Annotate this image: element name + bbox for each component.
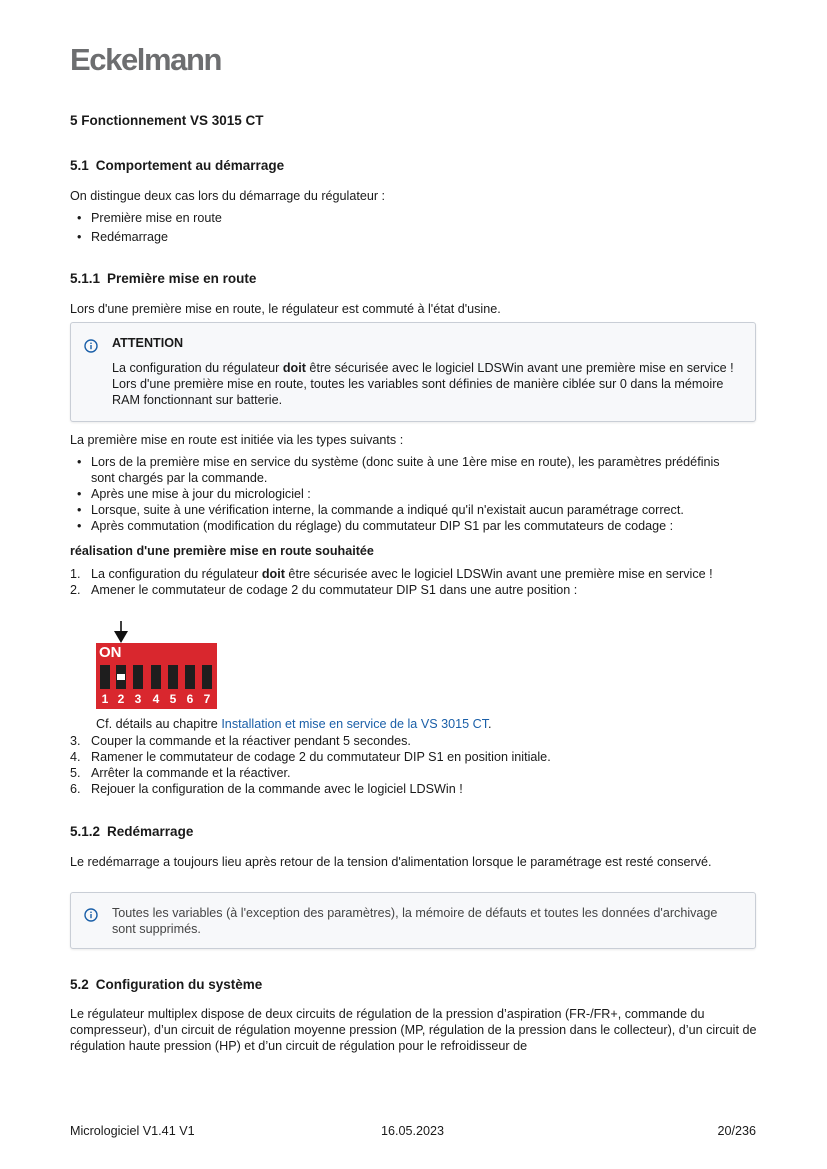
section-title: Configuration du système [95,977,263,992]
company-logo: Eckelmann [70,42,222,77]
dip-switch-diagram [96,643,217,709]
section-5-1-intro: On distingue deux cas lors du démarrage du régulateur : [70,189,386,203]
dip-label: 2 [117,692,125,706]
list-item: • Après commutation (modification du réglage) du commutateur DIP S1 par les commutateurs de codage : [70,518,770,534]
dip-switch-4 [151,665,161,689]
section-number: 5.1 [70,158,89,173]
info-icon [84,339,98,353]
dip-switch-knob [117,674,125,680]
chapter-title: 5 Fonctionnement VS 3015 CT [70,113,264,128]
dip-switch-5 [168,665,178,689]
info-box [70,892,756,949]
list-item: 6. Rejouer la configuration de la commande avec le logiciel LDSWin ! [70,782,463,796]
procedure-steps-continued [70,733,760,797]
section-5-1-1-intro: Lors d'une première mise en route, le régulateur est commuté à l'état d'usine. [70,302,501,316]
dip-switch-7 [202,665,212,689]
dip-label: 4 [152,692,160,706]
section-5-2-text: Le régulateur multiplex dispose de deux circuits de régulation de la pression d’aspiration (FR-/FR+, commande du compresseur), d’un circuit de régulation moyenne pression (MP, régulation de la pression dans le collecteur), d’un circuit de régulation haute pression (HP) et d’un circuit de régulation pour le refroidisseur de [70,1007,757,1053]
initiation-types-list [70,454,770,534]
list-item: 2. Amener le commutateur de codage 2 du commutateur DIP S1 dans une autre position : [70,583,578,597]
list-item: 4. Ramener le commutateur de codage 2 du commutateur DIP S1 en position initiale. [70,750,551,764]
procedure-steps [70,566,760,598]
dip-switch-2 [116,665,126,689]
list-item: • Lors de la première mise en service du système (donc suite à une 1ère mise en route), les paramètres prédéfinis sont chargés par la commande. [70,454,770,486]
info-text: Toutes les variables (à l'exception des paramètres), la mémoire de défauts et toutes les données d'archivage sont supprimés. [112,906,718,936]
section-5-2-heading [70,976,262,994]
section-5-1-heading [70,157,284,175]
attention-text: La configuration du régulateur doit être sécurisée avec le logiciel LDSWin avant une première mise en service ! Lors d'une première mise en route, toutes les variables sont définies de manière ciblée sur 0 dans la mémoire RAM fonctionnant sur batterie. [112,361,734,407]
reference-line: Cf. détails au chapitre Installation et mise en service de la VS 3015 CT. [96,717,492,731]
dip-label: 7 [203,692,211,706]
footer-page-number: 20/236 [717,1124,756,1138]
section-title: Première mise en route [107,271,257,286]
footer-firmware: Micrologiciel V1.41 V1 [70,1124,195,1138]
dip-label: 3 [134,692,142,706]
dip-on-label: ON [99,644,122,661]
section-number: 5.1.1 [70,271,101,286]
section-5-1-2-heading [70,823,193,841]
section-5-1-2-text: Le redémarrage a toujours lieu après retour de la tension d'alimentation lorsque le paramétrage est resté conservé. [70,855,712,869]
info-icon [84,908,98,922]
dip-label: 5 [169,692,177,706]
footer-date: 16.05.2023 [381,1124,445,1138]
list-item: • Lorsque, suite à une vérification interne, la commande a indiqué qu'il n'existait aucun paramétrage correct. [70,502,770,518]
arrow-down-icon [114,621,128,643]
initiation-text: La première mise en route est initiée via les types suivants : [70,433,404,447]
list-item: 1. La configuration du régulateur doit être sécurisée avec le logiciel LDSWin avant une première mise en service ! [70,567,713,581]
dip-switch-1 [100,665,110,689]
dip-label: 1 [101,692,109,706]
list-item: • Redémarrage [70,229,760,245]
chapter-link[interactable]: Installation et mise en service de la VS 3015 CT [221,717,489,731]
procedure-title: réalisation d'une première mise en route souhaitée [70,544,374,558]
section-title: Redémarrage [107,824,194,839]
list-item: • Première mise en route [70,210,760,226]
section-title: Comportement au démarrage [95,158,285,173]
list-item: 5. Arrêter la commande et la réactiver. [70,766,291,780]
list-item: 3. Couper la commande et la réactiver pendant 5 secondes. [70,734,411,748]
dip-switch-3 [133,665,143,689]
list-item: • Après une mise à jour du micrologiciel : [70,486,770,502]
attention-box [70,322,756,422]
section-number: 5.1.2 [70,824,101,839]
section-number: 5.2 [70,977,89,992]
startup-cases-list [70,210,760,245]
dip-label: 6 [186,692,194,706]
attention-title: ATTENTION [112,336,184,350]
dip-switch-6 [185,665,195,689]
section-5-1-1-heading [70,270,256,288]
